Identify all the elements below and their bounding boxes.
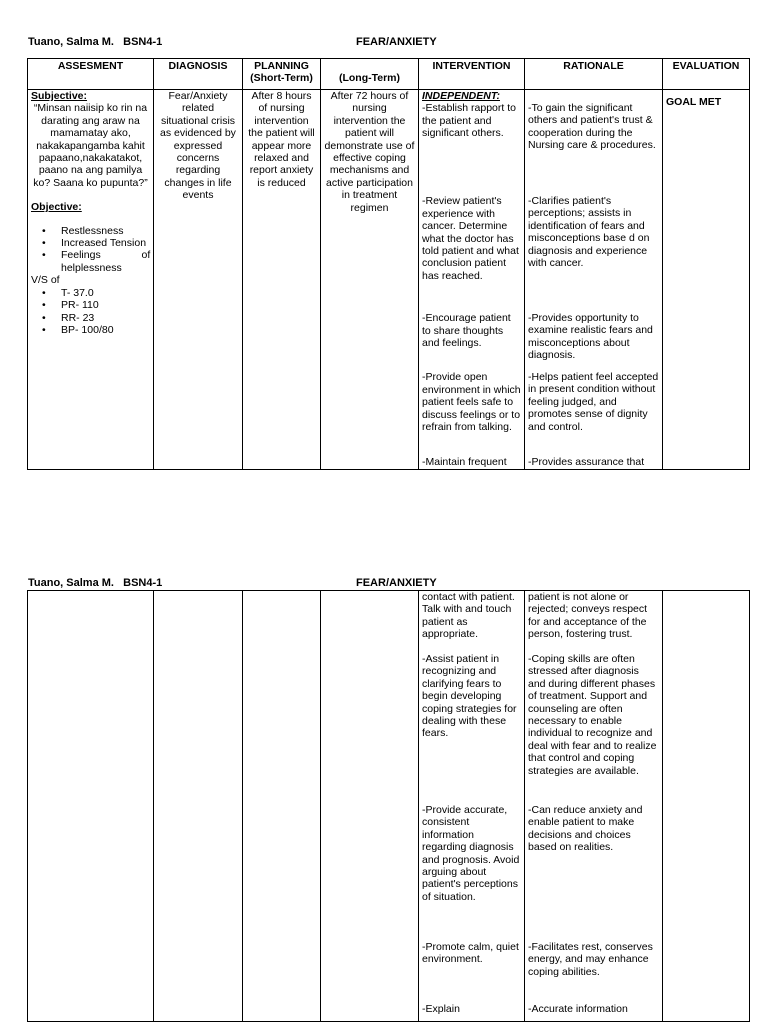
student-name: Tuano, Salma M. BSN4-1 <box>28 577 163 589</box>
vital-sign: • BP- 100/80 <box>61 324 150 336</box>
col-intervention: INTERVENTION <box>419 59 525 90</box>
feelings-line: helplessness <box>61 261 122 274</box>
objective-item: • Increased Tension <box>61 237 150 249</box>
intervention-cell <box>419 591 525 1022</box>
rationale-item: -Provides opportunity to examine realistic fears and misconceptions about diagnosis. <box>528 312 653 362</box>
long-term-label: (Long-Term) <box>338 72 401 84</box>
vital-signs-list <box>31 287 150 337</box>
intervention-item: -Provide open environment in which patient feels safe to discuss feelings or to refrain from talking. <box>422 371 521 434</box>
short-term-cell: After 8 hours of nursing intervention the patient will appear more relaxed and report anxiety is reduced <box>243 90 321 470</box>
rationale-item: patient is not alone or rejected; conveys respect for and acceptance of the person, fostering trust. <box>528 591 648 641</box>
subjective-quote: “Minsan naiisip ko rin na darating ang araw na mamamatay ako, nakakapangamba kahit papaano,nakakatakot, paano na ang pamilya ko? Saana ko pupunta?” <box>33 102 148 189</box>
intervention-item: -Establish rapport to the patient and significant others. <box>422 102 516 140</box>
objective-list <box>31 225 150 275</box>
rationale-item: -Can reduce anxiety and enable patient to make decisions and choices based on realities. <box>528 804 643 854</box>
vital-sign: • T- 37.0 <box>61 287 150 299</box>
rationale-item: -Helps patient feel accepted in present condition without feeling judged, and promotes sense of dignity and control. <box>528 371 659 433</box>
page-title: FEAR/ANXIETY <box>356 36 437 48</box>
objective-item: • Restlessness <box>61 225 150 237</box>
assessment-cell <box>28 591 154 1022</box>
evaluation-cell <box>663 90 750 470</box>
intervention-item: contact with patient. Talk with and touch patient as appropriate. <box>422 591 515 641</box>
long-term-cell <box>321 591 419 1022</box>
intervention-item: -Review patient's experience with cancer. Determine what the doctor has told patient and what conclusion patient has reached. <box>422 195 519 282</box>
short-term-cell <box>243 591 321 1022</box>
independent-label: INDEPENDENT: <box>422 90 500 102</box>
content-row <box>28 90 750 470</box>
content-row <box>28 591 750 1022</box>
page-header <box>28 36 748 52</box>
intervention-item: -Assist patient in recognizing and clarifying fears to begin developing coping strategies for dealing with these fears. <box>422 653 517 740</box>
col-evaluation: EVALUATION <box>663 59 750 90</box>
rationale-item: -Accurate information <box>528 1003 628 1015</box>
vital-sign: • RR- 23 <box>61 312 150 324</box>
student-name: Tuano, Salma M. BSN4-1 <box>28 36 163 48</box>
rationale-item: -To gain the significant others and patient's trust & cooperation during the Nursing care & procedures. <box>528 102 656 152</box>
intervention-item: -Encourage patient to share thoughts and feelings. <box>422 312 511 350</box>
long-term-cell: After 72 hours of nursing intervention the patient will demonstrate use of effective coping mechanisms and active participation in treatment regimen <box>321 90 419 470</box>
intervention-cell <box>419 90 525 470</box>
evaluation-text: GOAL MET <box>666 96 722 108</box>
diagnosis-cell: Fear/Anxiety related situational crisis as evidenced by expressed concerns regarding changes in life events <box>154 90 243 470</box>
subjective-label: Subjective: <box>31 90 88 102</box>
objective-label: Objective: <box>31 201 82 214</box>
evaluation-cell <box>663 591 750 1022</box>
planning-label: PLANNING <box>254 60 309 72</box>
vital-sign: • PR- 110 <box>61 299 150 311</box>
intervention-item: -Provide accurate, consistent information regarding diagnosis and prognosis. Avoid arguing about patient's perceptions of situation. <box>422 804 520 903</box>
rationale-cell <box>525 591 663 1022</box>
col-rationale: RATIONALE <box>525 59 663 90</box>
col-long-term <box>321 59 419 90</box>
care-plan-table <box>27 58 750 470</box>
col-assessment: ASSESMENT <box>28 59 154 90</box>
rationale-item: -Facilitates rest, conserves energy, and may enhance coping abilities. <box>528 941 653 978</box>
intervention-item: -Promote calm, quiet environment. <box>422 941 519 966</box>
rationale-item: -Clarifies patient's perceptions; assists in identification of fears and misconceptions base d on diagnosis and experience with cancer. <box>528 195 650 270</box>
diagnosis-cell <box>154 591 243 1022</box>
feelings-line: Feelings of <box>61 249 151 262</box>
page-title: FEAR/ANXIETY <box>356 577 437 589</box>
col-planning <box>243 59 321 90</box>
intervention-item: -Maintain frequent <box>422 456 507 469</box>
objective-item <box>61 249 150 274</box>
short-term-label: (Short-Term) <box>250 72 313 84</box>
vs-label: V/S of <box>31 274 60 287</box>
rationale-item: -Coping skills are often stressed after diagnosis and during different phases of treatment. Support and counseling are often necessary to enable individual to recognize and deal with fear and to realize that control and coping strategies are available. <box>528 653 657 777</box>
assessment-cell <box>28 90 154 470</box>
col-diagnosis: DIAGNOSIS <box>154 59 243 90</box>
header-row <box>28 59 750 90</box>
rationale-cell <box>525 90 663 470</box>
rationale-item: -Provides assurance that <box>528 456 645 468</box>
care-plan-table-continued <box>27 590 750 1022</box>
intervention-item: -Explain <box>422 1003 460 1015</box>
